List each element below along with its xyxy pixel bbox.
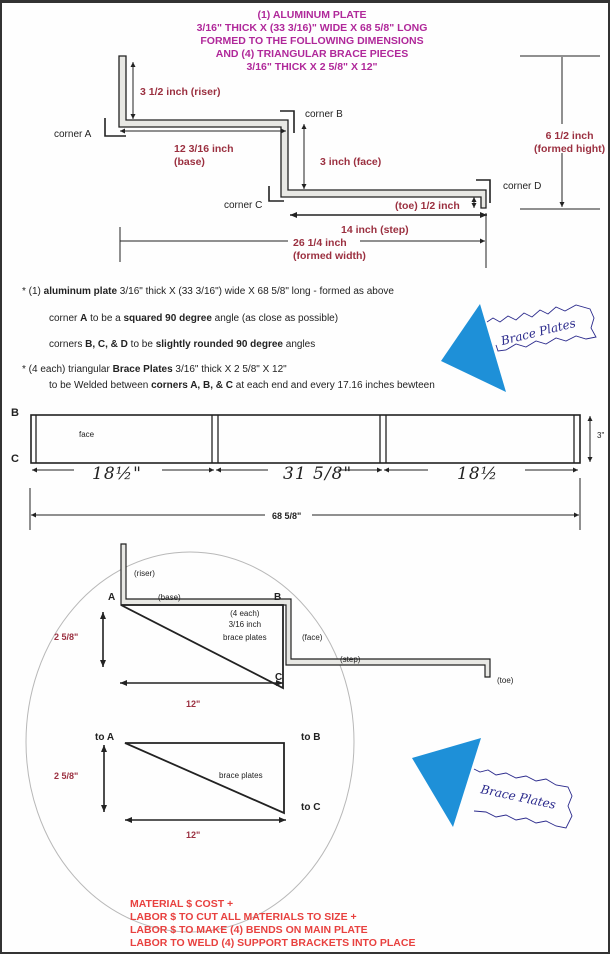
detail-riser-label: (riser) bbox=[134, 569, 155, 578]
segment-3-dimension: 18½ bbox=[457, 464, 499, 484]
header-line: 3/16" THICK X 2 5/8" X 12" bbox=[246, 61, 378, 73]
total-length-dimension: 68 5/8" bbox=[272, 511, 302, 521]
header-line: FORMED TO THE FOLLOWING DIMENSIONS bbox=[200, 35, 424, 47]
brace-plates-handwritten-label: Brace Plates bbox=[479, 782, 558, 812]
detail-brace-note: (4 each) 3/16 inch brace plates bbox=[223, 609, 267, 642]
corner-a-label: corner A bbox=[54, 129, 92, 140]
cost-line: LABOR $ TO MAKE (4) BENDS ON MAIN PLATE bbox=[130, 924, 368, 936]
detail-base-label: (base) bbox=[158, 593, 181, 602]
detail-corner-c: C bbox=[275, 672, 283, 683]
note-plate: * (1) aluminum plate 3/16" thick X (33 3/16") wide X 68 5/8" long - formed as above bbox=[22, 286, 394, 297]
detail-height-dimension: 2 5/8" bbox=[54, 632, 79, 642]
face-strip bbox=[31, 415, 580, 463]
note-corners-bcd: corners B, C, & D to be slightly rounded 90 degree angles bbox=[49, 339, 316, 350]
face-dimension: 3 inch (face) bbox=[320, 156, 382, 168]
base-dimension: 12 3/16 inch (base) bbox=[174, 143, 234, 168]
cost-line: MATERIAL $ COST + bbox=[130, 898, 234, 910]
note-brace-plates: * (4 each) triangular Brace Plates 3/16" thick X 2 5/8" X 12" bbox=[22, 364, 287, 375]
detail-step-label: (step) bbox=[340, 655, 361, 664]
cost-line: LABOR TO WELD (4) SUPPORT BRACKETS INTO PLACE bbox=[130, 937, 416, 949]
detail-toe-label: (toe) bbox=[497, 676, 514, 685]
header-line: (1) ALUMINUM PLATE bbox=[257, 9, 367, 21]
detail-corner-b: B bbox=[274, 592, 282, 603]
detail-plate-profile bbox=[121, 544, 490, 677]
to-a-label: to A bbox=[95, 732, 115, 743]
riser-dimension: 3 1/2 inch (riser) bbox=[140, 86, 221, 98]
strip-edge-b-label: B bbox=[11, 407, 19, 419]
segment-2-dimension: 31 5/8" bbox=[283, 464, 353, 484]
brace-plate-triangle-icon bbox=[412, 738, 481, 827]
cost-breakdown bbox=[130, 898, 415, 950]
formed-plate-profile bbox=[119, 56, 486, 208]
note-corner-a: corner A to be a squared 90 degree angle (as close as possible) bbox=[49, 313, 339, 324]
strip-height-label: 3" bbox=[597, 431, 605, 440]
formed-height-dimension: 6 1/2 inch (formed hight) bbox=[534, 130, 606, 155]
corner-c-label: corner C bbox=[224, 200, 263, 211]
strip-edge-c-label: C bbox=[11, 453, 19, 465]
brace-width-dimension: 12" bbox=[186, 830, 201, 840]
brace-height-dimension: 2 5/8" bbox=[54, 771, 79, 781]
detail-face-label: (face) bbox=[302, 633, 323, 642]
to-c-label: to C bbox=[301, 802, 321, 813]
header-line: AND (4) TRIANGULAR BRACE PIECES bbox=[215, 48, 409, 60]
header-line: 3/16" THICK X (33 3/16)" WIDE X 68 5/8" LONG bbox=[196, 22, 428, 34]
step-dimension: 14 inch (step) bbox=[341, 224, 409, 236]
brace-plates-handwritten-label: Brace Plates bbox=[499, 315, 578, 349]
toe-dimension: (toe) 1/2 inch bbox=[395, 200, 460, 212]
brace-plate-triangle-icon bbox=[441, 304, 506, 392]
note-welding: to be Welded between corners A, B, & C at each end and every 17.16 inches bewteen bbox=[49, 380, 435, 391]
to-b-label: to B bbox=[301, 732, 321, 743]
cost-line: LABOR $ TO CUT ALL MATERIALS TO SIZE + bbox=[130, 911, 357, 923]
detail-corner-a: A bbox=[108, 592, 116, 603]
corner-d-label: corner D bbox=[503, 181, 542, 192]
segment-1-dimension: 18½" bbox=[92, 464, 142, 484]
formed-width-dimension: 26 1/4 inch (formed width) bbox=[293, 237, 366, 262]
strip-face-label: face bbox=[79, 430, 95, 439]
detail-width-dimension: 12" bbox=[186, 699, 201, 709]
corner-b-label: corner B bbox=[305, 109, 343, 120]
brace-plate-label: brace plates bbox=[219, 771, 263, 780]
